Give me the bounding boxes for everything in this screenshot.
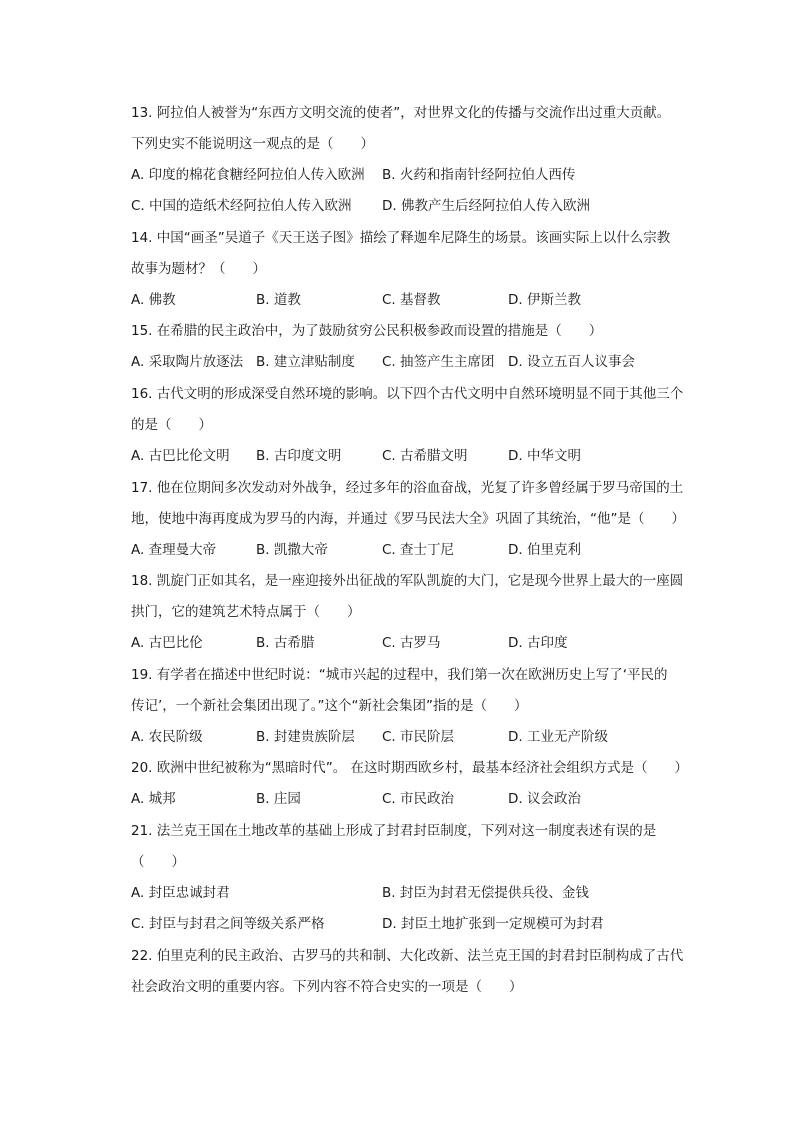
question-17-option-b: B. 凯撒大帝 <box>256 542 328 558</box>
question-14-option-d: D. 伊斯兰教 <box>508 292 581 308</box>
question-21-line-2: （ ） <box>131 854 185 870</box>
question-18-line-2: 拱门，它的建筑艺术特点属于（ ） <box>131 604 361 620</box>
question-21-option-d: D. 封臣土地扩张到一定规模可为封君 <box>382 916 604 932</box>
question-16-option-c: C. 古希腊文明 <box>382 448 468 464</box>
question-18-option-d: D. 古印度 <box>508 635 568 651</box>
question-14-option-c: C. 基督教 <box>382 292 441 308</box>
question-18-line-1: 18. 凯旋门正如其名，是一座迎接外出征战的军队凯旋的大门，它是现今世界上最大的一座圆 <box>131 573 684 589</box>
question-15-option-b: B. 建立津贴制度 <box>256 354 355 370</box>
question-13-option-c: C. 中国的造纸术经阿拉伯人传入欧洲 <box>131 198 352 214</box>
question-20-line-1: 20. 欧洲中世纪被称为“黑暗时代”。 在这时期西欧乡村，最基本经济社会组织方式是（ ） <box>131 760 689 776</box>
question-17-line-1: 17. 他在位期间多次发动对外战争，经过多年的浴血奋战，光复了许多曾经属于罗马帝国的土 <box>131 480 684 496</box>
question-20-option-b: B. 庄园 <box>256 791 301 807</box>
question-16-option-b: B. 古印度文明 <box>256 448 342 464</box>
question-15-option-a: A. 采取陶片放逐法 <box>131 354 244 370</box>
question-14-option-a: A. 佛教 <box>131 292 176 308</box>
question-15-option-c: C. 抽签产生主席团 <box>382 354 495 370</box>
question-19-option-c: C. 市民阶层 <box>382 729 455 745</box>
question-15-line-1: 15. 在希腊的民主政治中，为了鼓励贫穷公民积极参政而设置的措施是（ ） <box>131 323 603 339</box>
question-16-option-d: D. 中华文明 <box>508 448 581 464</box>
question-20-option-a: A. 城邦 <box>131 791 176 807</box>
question-22-line-2: 社会政治文明的重要内容。下列内容不符合史实的一项是（ ） <box>131 979 523 995</box>
question-21-option-c: C. 封臣与封君之间等级关系严格 <box>131 916 325 932</box>
question-18-option-b: B. 古希腊 <box>256 635 315 651</box>
question-16-line-1: 16. 古代文明的形成深受自然环境的影响。以下四个古代文明中自然环境明显不同于其他三个 <box>131 386 684 402</box>
question-14-line-1: 14. 中国“画圣”吴道子《天王送子图》描绘了释迦牟尼降生的场景。该画实际上以什么宗教 <box>131 230 671 246</box>
question-14-line-2: 故事为题材？（ ） <box>131 261 266 277</box>
question-17-option-a: A. 查理曼大帝 <box>131 542 217 558</box>
question-20-option-c: C. 市民政治 <box>382 791 455 807</box>
question-13-line-2: 下列史实不能说明这一观点的是（ ） <box>131 136 374 152</box>
question-13-line-1: 13. 阿拉伯人被誉为“东西方文明交流的使者”，对世界文化的传播与交流作出过重大贡献。 <box>131 105 671 121</box>
question-13-option-b: B. 火药和指南针经阿拉伯人西传 <box>382 167 576 183</box>
question-19-line-2: 传记’，一个新社会集团出现了。”这个“新社会集团”指的是（ ） <box>131 698 528 714</box>
question-22-line-1: 22. 伯里克利的民主政治、古罗马的共和制、大化改新、法兰克王国的封君封臣制构成了古代 <box>131 948 684 964</box>
question-21-option-a: A. 封臣忠诚封君 <box>131 885 230 901</box>
question-19-option-b: B. 封建贵族阶层 <box>256 729 355 745</box>
question-17-line-2: 地，使地中海再度成为罗马的内海，并通过《罗马民法大全》巩固了其统治，“他”是（ ） <box>131 511 685 527</box>
question-13-option-d: D. 佛教产生后经阿拉伯人传入欧洲 <box>382 198 590 214</box>
question-19-line-1: 19. 有学者在描述中世纪时说：“城市兴起的过程中，我们第一次在欧洲历史上写了‘平民的 <box>131 667 668 683</box>
question-15-option-d: D. 设立五百人议事会 <box>508 354 635 370</box>
question-16-option-a: A. 古巴比伦文明 <box>131 448 230 464</box>
question-16-line-2: 的是（ ） <box>131 417 212 433</box>
question-17-option-c: C. 查士丁尼 <box>382 542 455 558</box>
question-21-option-b: B. 封臣为封君无偿提供兵役、金钱 <box>382 885 589 901</box>
question-17-option-d: D. 伯里克利 <box>508 542 581 558</box>
question-18-option-c: C. 古罗马 <box>382 635 441 651</box>
question-18-option-a: A. 古巴比伦 <box>131 635 203 651</box>
question-19-option-d: D. 工业无产阶级 <box>508 729 608 745</box>
question-19-option-a: A. 农民阶级 <box>131 729 203 745</box>
question-21-line-1: 21. 法兰克王国在土地改革的基础上形成了封君封臣制度，下列对这一制度表述有误的是 <box>131 823 657 839</box>
question-20-option-d: D. 议会政治 <box>508 791 581 807</box>
question-13-option-a: A. 印度的棉花食糖经阿拉伯人传入欧洲 <box>131 167 365 183</box>
question-14-option-b: B. 道教 <box>256 292 301 308</box>
